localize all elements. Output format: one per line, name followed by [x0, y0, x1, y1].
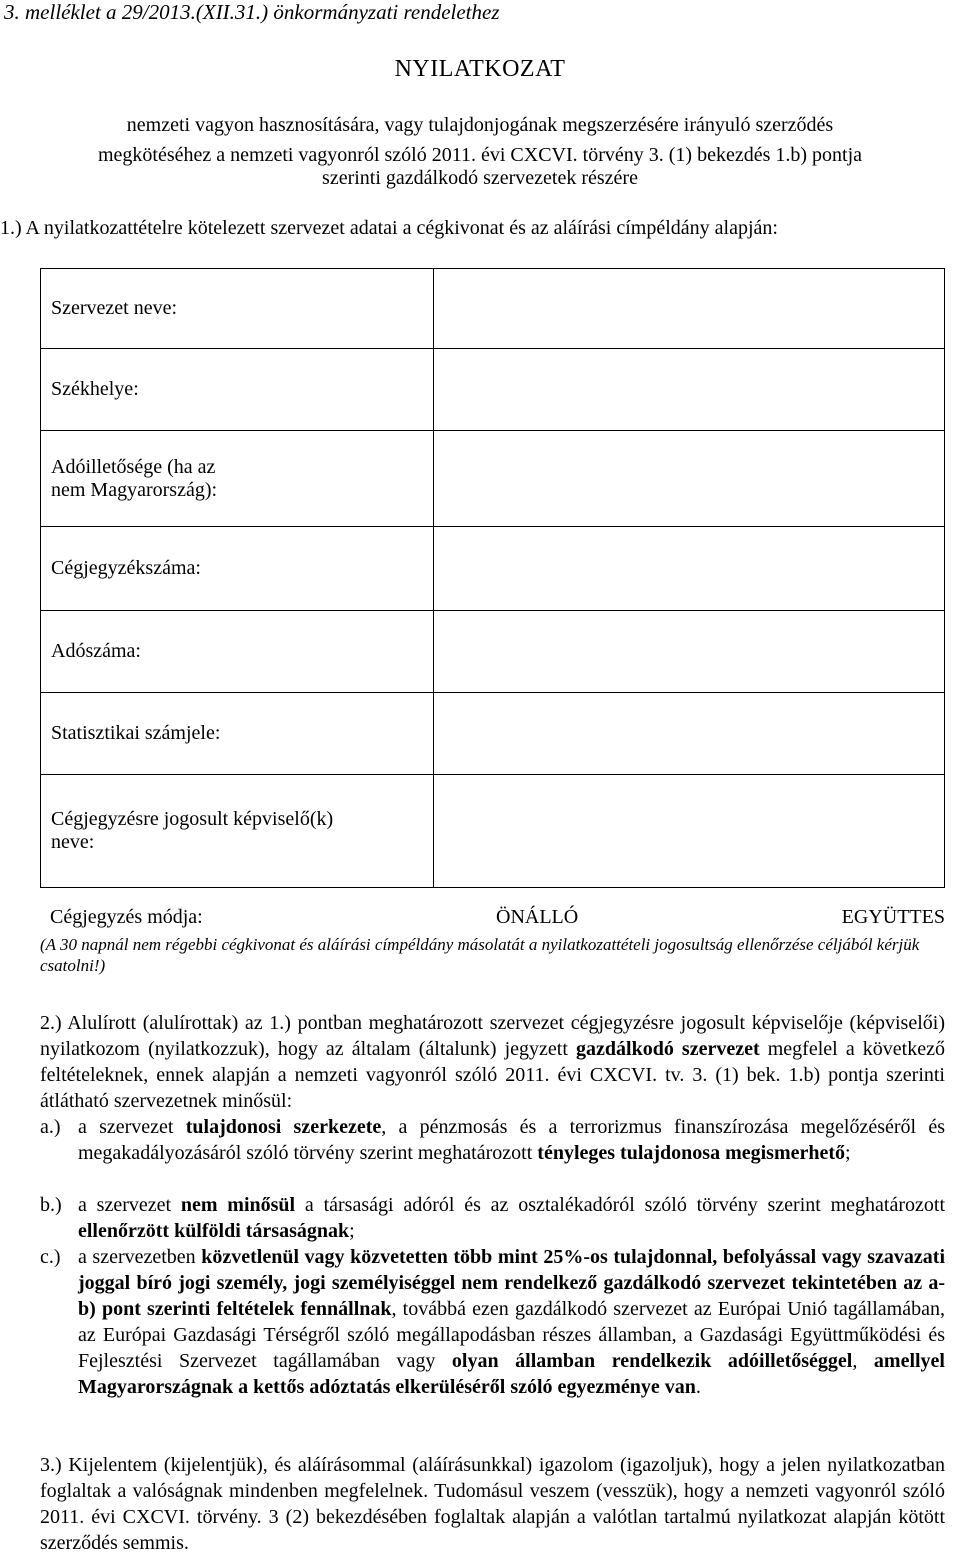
tax-residence-field[interactable] — [434, 431, 945, 527]
organization-data-form — [40, 268, 945, 888]
attachment-note: (A 30 napnál nem régebbi cégkivonat és aláírási címpéldány másolatát a nyilatkozattételi jogosultság ellenőrzése céljából kérjük csatolni!) — [40, 935, 920, 975]
section-2-bold: gazdálkodó szervezet — [576, 1038, 760, 1060]
section-2-text: 2.) Alulírott (alulírottak) az 1.) pontban meghatározott szervezet cégjegyzésre jogosult képviselője (képviselői) nyilatkozom (nyilatkozzuk), hogy az általam (általunk) jegyzett — [40, 1012, 945, 1060]
item-b-label: b.) — [40, 1194, 62, 1216]
item-a-text: a szervezet tulajdonosi szerkezete, a pénzmosás és a terrorizmus finanszírozása megelőzéséről és megakadályozásáról szóló törvény szerint meghatározott tényleges tulajdonosa megismerhető; — [78, 1116, 946, 1164]
registry-number-field[interactable] — [434, 527, 945, 611]
item-c-text: a szervezetben közvetlenül vagy közvetetten több mint 25%-os tulajdonnal, befolyással vagy szavazati joggal bíró jogi személy, jogi személyiséggel nem rendelkező gazdálkodó szervezet tekintetében az a-b) pont szerinti feltételek fennállnak, továbbá ezen gazdálkodó szervezet az Európai Unió tagállamában, az Európai Gazdasági Térségről szóló megállapodásban részes államban, a Gazdasági Együttműködési és Fejlesztési Szervezet tagállamában vagy olyan államban rendelkezik adóilletőséggel, amellyel Magyarországnak a kettős adóztatás elkerüléséről szóló egyezménye van. — [78, 1246, 945, 1398]
form-label: Adóilletősége (ha az nem Magyarország): — [41, 431, 434, 527]
signature-mode-label: Cégjegyzés módja: — [50, 906, 203, 928]
annex-header: 3. melléklet a 29/2013.(XII.31.) önkormányzati rendelethez — [4, 0, 500, 24]
form-label: Cégjegyzésre jogosult képviselő(k) neve: — [41, 775, 434, 888]
option-joint[interactable]: EGYÜTTES — [841, 906, 945, 928]
section-1-heading: 1.) A nyilatkozattételre kötelezett szervezet adatai a cégkivonat és az aláírási címpéldány alapján: — [0, 217, 778, 239]
list-item-c — [40, 1244, 945, 1400]
form-row-registry-number — [41, 527, 945, 611]
statistical-code-field[interactable] — [434, 693, 945, 775]
form-row-tax-number — [41, 611, 945, 693]
form-label: Szervezet neve: — [41, 269, 434, 349]
section-2 — [40, 1010, 945, 1114]
form-row-statistical-code — [41, 693, 945, 775]
form-label: Statisztikai számjele: — [41, 693, 434, 775]
form-label: Cégjegyzékszáma: — [41, 527, 434, 611]
item-c-label: c.) — [40, 1246, 61, 1268]
representative-field[interactable] — [434, 775, 945, 888]
list-item-a — [40, 1114, 945, 1166]
section-2-text-2: megfelel a következő feltételeknek, ennek alapján a nemzeti vagyonról szóló 2011. évi CXCVI. tv. 3. (1) bek. 1.b) pontja szerinti átlátható szervezetnek minősül: — [40, 1038, 945, 1112]
form-label: Székhelye: — [41, 349, 434, 431]
section-3: 3.) Kijelentem (kijelentjük), és aláírásommal (aláírásunkkal) igazolom (igazoljuk), hogy a jelen nyilatkozatban foglaltak a valóságnak mindenben megfelelnek. Tudomásul veszem (vesszük), hogy a nemzeti vagyonról szóló 2011. évi CXCVI. törvény. 3 (2) bekezdésében foglaltak alapján a valótlan tartalmú nyilatkozat alapján kötött szerződés semmis. — [40, 1454, 945, 1554]
list-item-b — [40, 1192, 945, 1244]
subtitle-line-2: megkötéséhez a nemzeti vagyonról szóló 2011. évi CXCVI. törvény 3. (1) bekezdés 1.b) pontja — [97, 144, 863, 166]
form-row-seat — [41, 349, 945, 431]
organization-name-field[interactable] — [434, 269, 945, 349]
seat-field[interactable] — [434, 349, 945, 431]
form-label: Adószáma: — [41, 611, 434, 693]
item-a-label: a.) — [40, 1116, 61, 1138]
document-title: NYILATKOZAT — [394, 56, 566, 82]
subtitle-line-1: nemzeti vagyon hasznosítására, vagy tulajdonjogának megszerzésére irányuló szerződés — [126, 114, 834, 136]
option-individual[interactable]: ÖNÁLLÓ — [496, 906, 579, 928]
subtitle-line-3: szerinti gazdálkodó szervezetek részére — [322, 167, 638, 189]
tax-number-field[interactable] — [434, 611, 945, 693]
form-row-representative — [41, 775, 945, 888]
form-row-name — [41, 269, 945, 349]
form-row-tax-residence — [41, 431, 945, 527]
item-b-text: a szervezet nem minősül a társasági adóról és az osztalékadóról szóló törvény szerint meghatározott ellenőrzött külföldi társaságnak; — [78, 1194, 945, 1242]
signature-mode-row — [40, 887, 945, 934]
